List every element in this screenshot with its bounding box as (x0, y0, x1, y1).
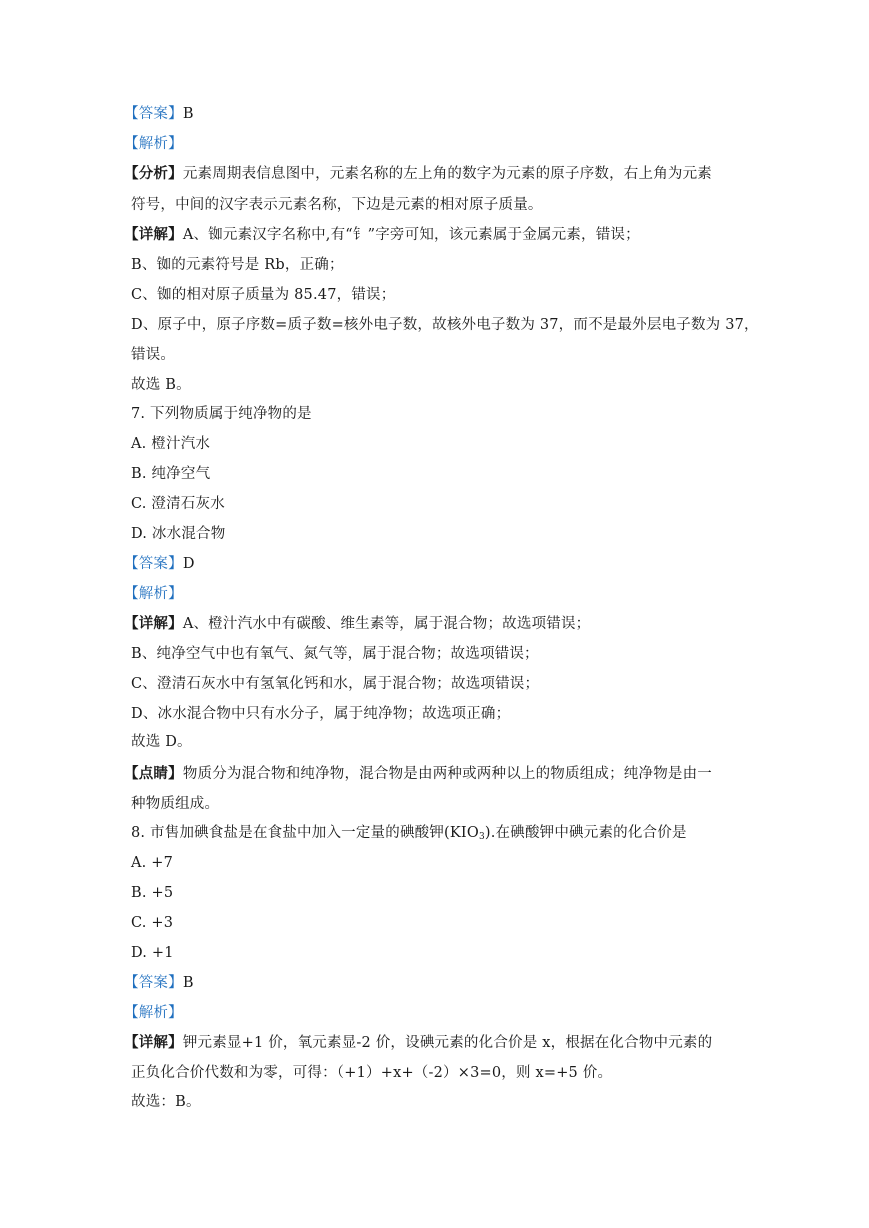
detail-line (124, 1034, 712, 1052)
option-a (131, 854, 173, 872)
tip-line (124, 765, 712, 783)
answer-tag: 【答案】 (124, 106, 183, 122)
analysis-tag: 【解析】 (124, 136, 183, 152)
option-text: D. +1 (131, 945, 174, 961)
detail-line (124, 226, 640, 244)
question-text-after: ).在碘酸钾中碘元素的化合价是 (484, 825, 687, 841)
answer-line (124, 105, 194, 123)
body-text: 正负化合价代数和为零，可得：（+1）+x+（-2）×3=0，则 x=+5 价。 (131, 1065, 613, 1081)
answer-line (124, 974, 194, 992)
body-text: D、原子中，原子序数=质子数=核外电子数，故核外电子数为 37，而不是最外层电子数为 37， (131, 317, 759, 333)
option-text: B. +5 (131, 885, 174, 901)
body-text: C、澄清石灰水中有氢氧化钙和水，属于混合物；故选项错误； (131, 676, 540, 692)
option-b (131, 465, 210, 483)
answer-line (124, 555, 195, 573)
analysis-heading (124, 1004, 183, 1022)
body-text: 故选 D。 (131, 734, 192, 750)
body-text: B、纯净空气中也有氧气、氮气等，属于混合物；故选项错误； (131, 646, 539, 662)
answer-tag: 【答案】 (124, 556, 183, 572)
analysis-text: 元素周期表信息图中，元素名称的左上角的数字为元素的原子序数，右上角为元素 (182, 166, 713, 182)
option-text: A. 橙汁汽水 (131, 436, 211, 452)
answer-value: B (182, 975, 194, 991)
body-line (131, 705, 510, 723)
detail-text: A、铷元素汉字名称中,有“钅”字旁可知，该元素属于金属元素，错误； (182, 227, 640, 243)
option-b (131, 884, 173, 902)
option-d (131, 944, 174, 962)
option-d (131, 525, 225, 543)
body-line (131, 286, 395, 304)
tip-tag: 【点睛】 (124, 765, 183, 782)
body-text: 种物质组成。 (131, 796, 220, 812)
question-text: 7. 下列物质属于纯净物的是 (131, 406, 312, 422)
body-line (131, 376, 191, 394)
detail-tag: 【详解】 (124, 615, 183, 632)
body-text: 错误。 (131, 347, 176, 363)
body-line (131, 1093, 201, 1111)
subscript: 3 (478, 832, 485, 842)
analysis-tag: 【解析】 (124, 1005, 183, 1021)
body-line (131, 733, 192, 751)
option-text: B. 纯净空气 (131, 466, 211, 482)
option-text: C. 澄清石灰水 (131, 496, 225, 512)
option-c (131, 914, 173, 932)
body-text: C、铷的相对原子质量为 85.47，错误； (131, 287, 396, 303)
body-line (131, 316, 759, 334)
body-text: B、铷的元素符号是 Rb，正确； (131, 257, 344, 273)
answer-tag: 【答案】 (124, 975, 183, 991)
question-8 (131, 824, 687, 846)
detail-tag: 【详解】 (124, 226, 183, 243)
answer-value: D (182, 556, 195, 572)
option-text: A. +7 (131, 855, 174, 871)
body-line (131, 795, 219, 813)
analysis-subtag: 【分析】 (124, 165, 183, 182)
body-text: 故选 B。 (131, 377, 191, 393)
answer-value: B (182, 106, 194, 122)
analysis-heading (124, 585, 183, 603)
tip-text: 物质分为混合物和纯净物，混合物是由两种或两种以上的物质组成；纯净物是由一 (182, 766, 713, 782)
analysis-heading (124, 135, 183, 153)
body-line (131, 645, 539, 663)
detail-text: A、橙汁汽水中有碳酸、维生素等，属于混合物；故选项错误； (182, 616, 591, 632)
option-a (131, 435, 210, 453)
body-line (131, 256, 344, 274)
detail-tag: 【详解】 (124, 1034, 183, 1051)
option-text: D. 冰水混合物 (131, 526, 226, 542)
body-text: 符号，中间的汉字表示元素名称，下边是元素的相对原子质量。 (131, 197, 543, 213)
body-line (131, 675, 539, 693)
body-line (131, 1064, 612, 1082)
body-line (131, 346, 175, 364)
question-text: 8. 市售加碘食盐是在食盐中加入一定量的碘酸钾(KIO (131, 825, 479, 841)
body-text: 故选：B。 (131, 1094, 201, 1110)
analysis-tag: 【解析】 (124, 586, 183, 602)
body-line (131, 196, 543, 214)
question-7 (131, 405, 312, 423)
detail-text: 钾元素显+1 价，氧元素显-2 价，设碘元素的化合价是 x，根据在化合物中元素的 (182, 1035, 713, 1051)
detail-line (124, 615, 590, 633)
option-c (131, 495, 225, 513)
option-text: C. +3 (131, 915, 174, 931)
analysis-line (124, 165, 712, 183)
body-text: D、冰水混合物中只有水分子，属于纯净物；故选项正确； (131, 706, 511, 722)
